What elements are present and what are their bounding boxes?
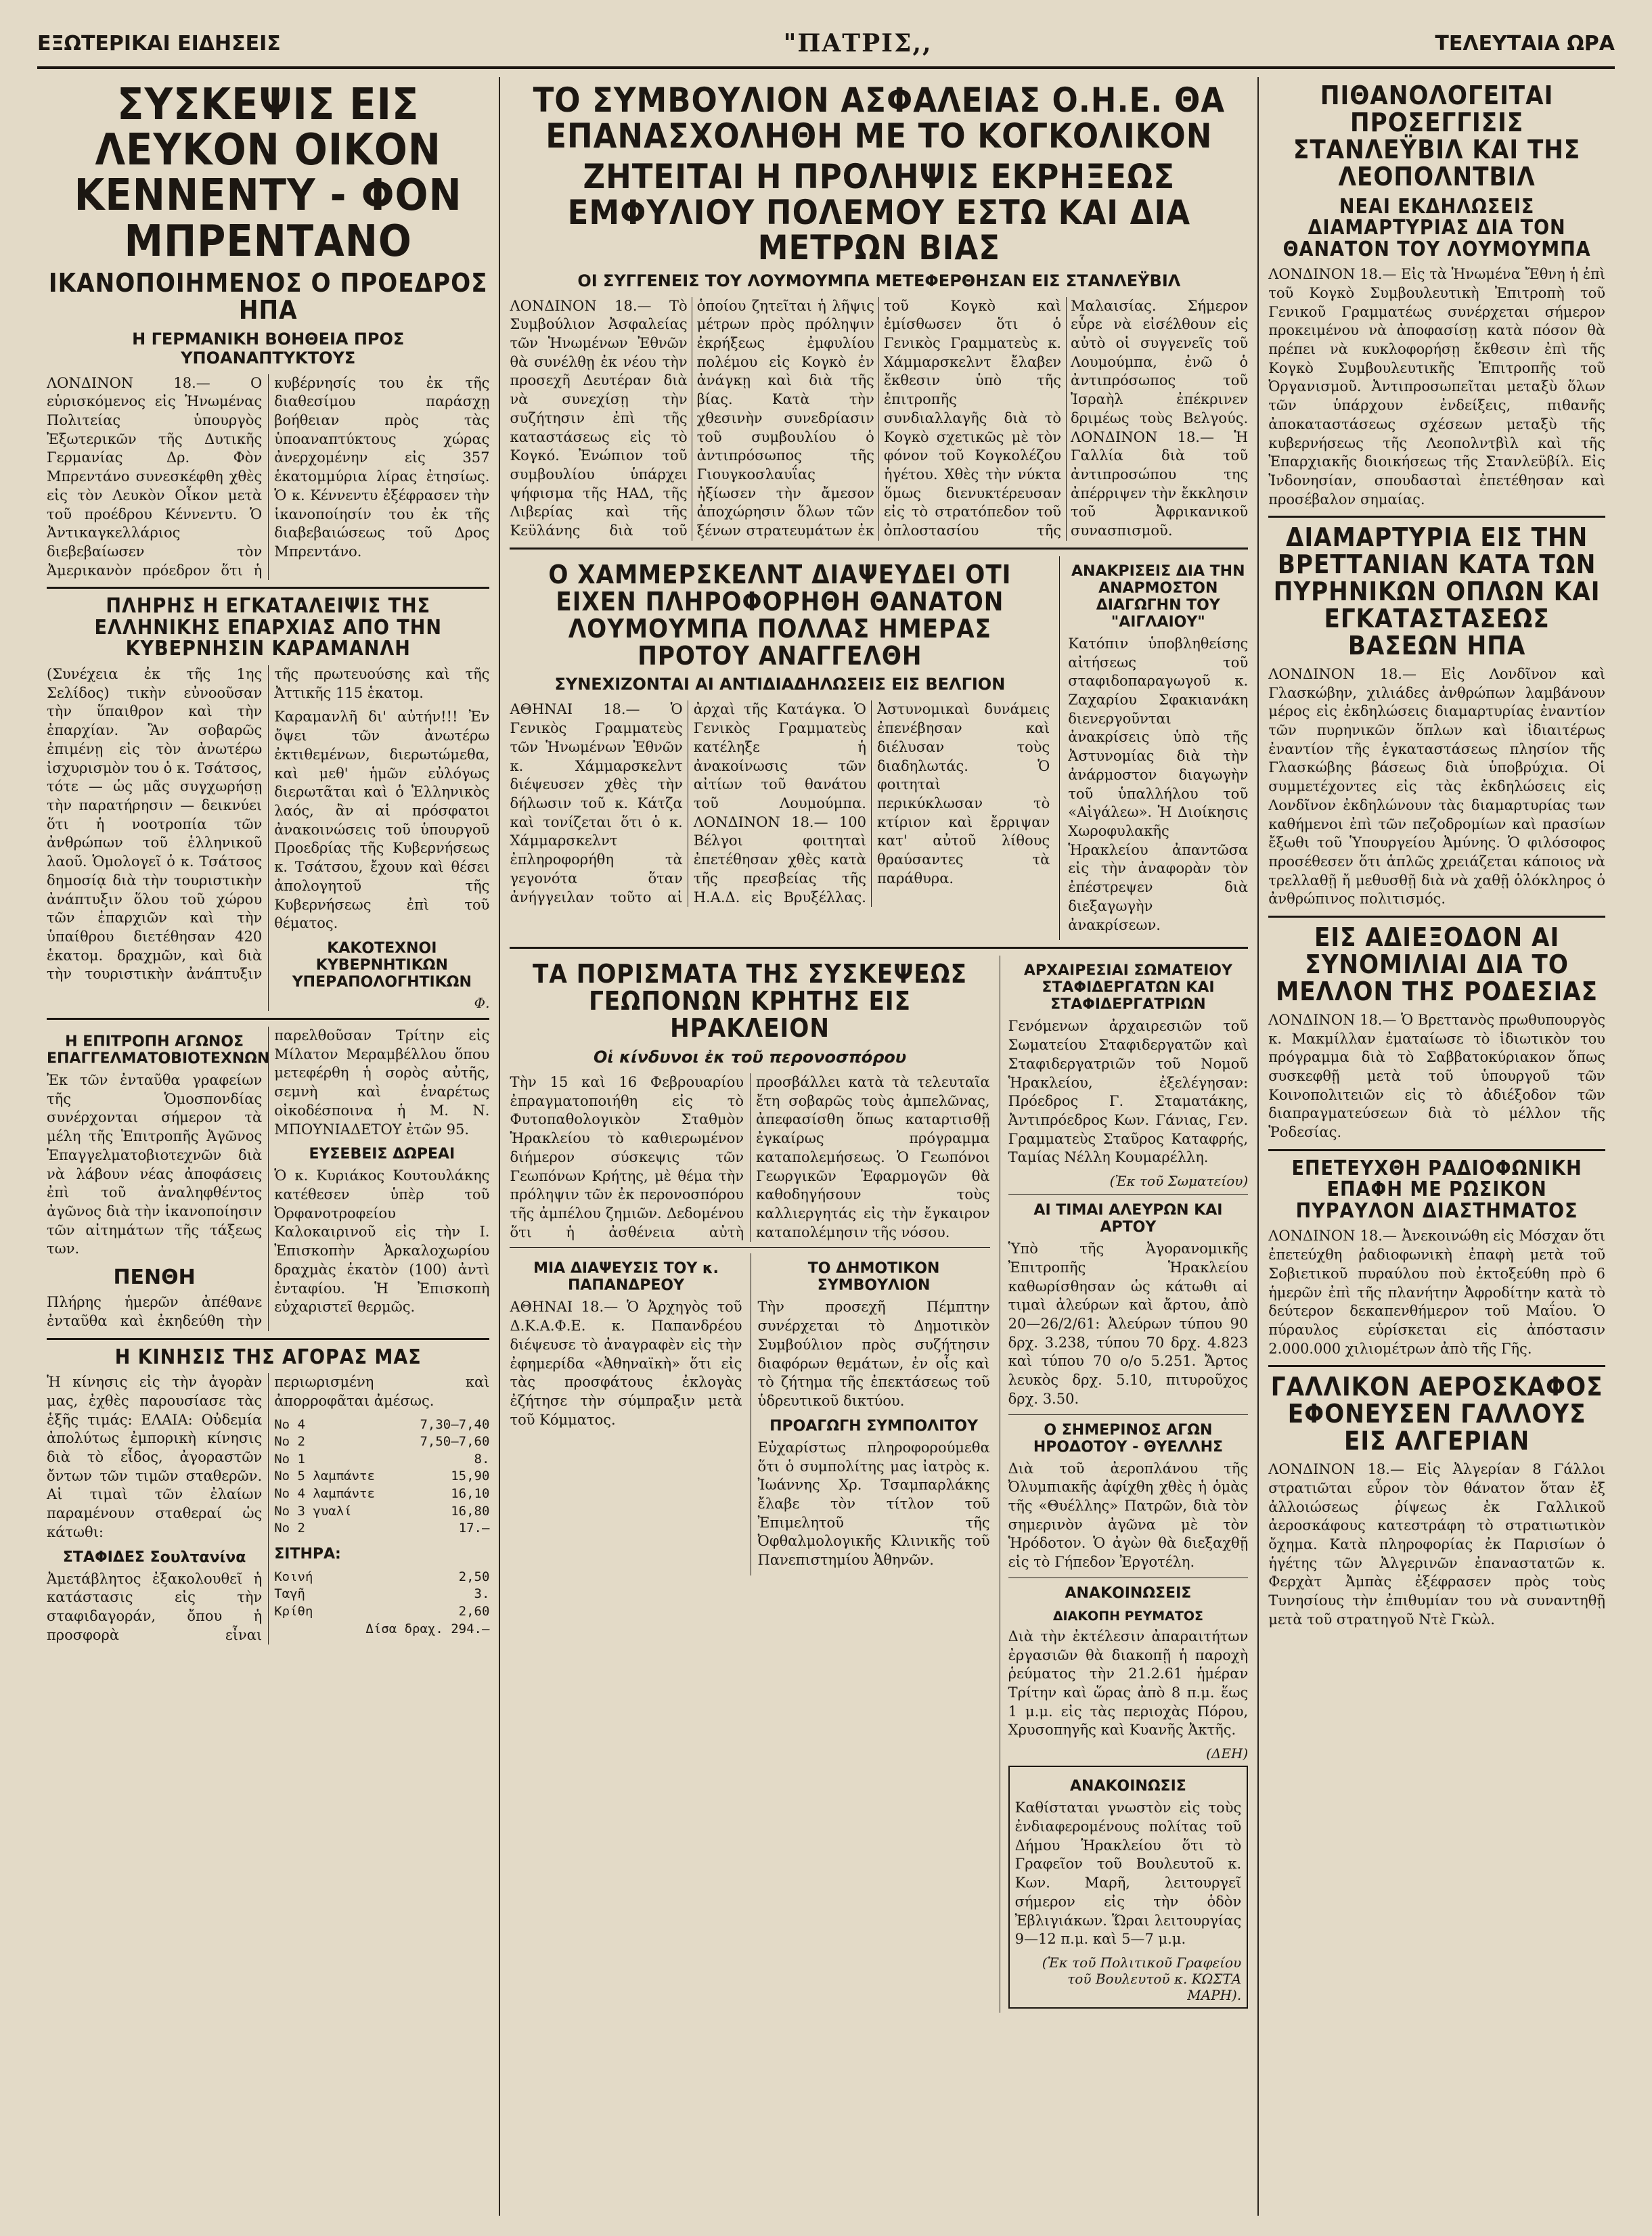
column-center	[500, 77, 1259, 2216]
headline-papandreou-denial: ΜΙΑ ΔΙΑΨΕΥΣΙΣ ΤΟΥ κ. ΠΑΠΑΝΔΡΕΟΥ	[533, 1260, 719, 1295]
price-row: Νο 2 7,50—7,60	[274, 1434, 490, 1450]
article-un-security-council: ΛΟΝΔΙΝΟΝ 18.— Τὸ Συμβούλιον Ἀσφαλείας τῶν Ἡνωμένων Ἐθνῶν θὰ συνέλθῃ ἐκ νέου τὴν προσεχῆ Δευτέραν διὰ νὰ συνεχίσῃ τὴν συζήτησιν ἐπὶ τῆς καταστάσεως εἰς τὸ Κογκό. Ἐνώπιον τοῦ συμβουλίου ὑπάρχει ψήφισμα τῆς ΗΑΔ, τῆς Λιβερίας καὶ τῆς Κεϋλάνης διὰ τοῦ ὁποίου ζητεῖται ἡ λῆψις μέτρων πρὸς πρόληψιν ἐκρήξεως ἐμφυλίου πολέμου εἰς Κογκὸ ἐν ἀνάγκῃ καὶ διὰ τῆς βίας. Κατὰ τὴν χθεσινὴν συνεδρίασιν τοῦ συμβουλίου ὁ ἀντιπρόσωπος τῆς Γιουγκοσλαυΐας ἠξίωσεν τὴν ἄμεσον ἀποχώρησιν ὅλων τῶν ξένων στρατευμάτων ἐκ τοῦ Κογκὸ καὶ ἐμίσθωσεν ὅτι ὁ Γενικὸς Γραμματεὺς κ. Χάμμαρσκελντ ἔλαβεν ἔκθεσιν ὑπὸ τῆς ἐπιτροπῆς συνδιαλλαγῆς διὰ τὸ Κογκὸ σχετικῶς μὲ τὸν φόνον τοῦ Κογκολέζου ἡγέτου. Χθὲς τὴν νύκτα ὅμως διενυκτέρευσαν εἰς τὸ στρατόπεδον τοῦ ὀπλοστασίου τῆς Μαλαισίας. Σήμερον εὗρε νὰ εἰσέλθουν εἰς αὐτὸ οἱ συγγενεῖς τοῦ Λουμούμπα, ἐνῶ ὁ ἀντιπρόσωπος τοῦ Ἰσραὴλ ἐπέκρινεν δριμέως τοὺς Βελγούς. ΛΟΝΔΙΝΟΝ 18.— Ἡ Γαλλία διὰ τοῦ ἀντιπροσώπου της ἀπέρριψεν τὴν ἔκκλησιν τοῦ Ἀφρικανικοῦ συνασπισμοῦ.	[510, 297, 1249, 539]
headline-struggle-committee: Η ΕΠΙΤΡΟΠΗ ΑΓΩΝΟΣ ΕΠΑΓΓΕΛΜΑΤΟΒΙΟΤΕΧΝΩΝ	[47, 1033, 270, 1067]
article-province-text: (Συνέχεια ἐκ τῆς 1ης Σελίδος) τικὴν εὐνοοῦσαν τὴν ὕπαιθρον καὶ τὴν ἐπαρχίαν. Ἂν σοβαρῶς ἐπιμένῃ εἰς τὸν ἀνωτέρω ἰσχυρισμὸν του ὁ κ. Τσάτσος, τότε — ὡς μᾶς συγχωρήσῃ τὴν παρατήρησιν — δεικνύει ὅτι ἡ νοοτροπία τῶν ἀνθρώπων τοῦ ἑλληνικοῦ λαοῦ. Ὁμολογεῖ ὁ κ. Τσάτσος δημοσίᾳ διὰ τὴν τουριστικὴν ἀνάπτυξιν ὅλου τοῦ χώρου τῶν ἐπαρχιῶν καὶ τὴν ὑπαίθρου διετέθησαν 420 ἑκατομ. δραχμῶν, καὶ διὰ τὴν τουριστικὴν ἀνάπτυξιν τῆς πρωτευούσης καὶ τῆς Ἀττικῆς 115 ἑκατομ.	[47, 665, 490, 983]
price-row: Νο 4 7,30—7,40	[274, 1416, 490, 1432]
article-market-raisins: Ἀμετάβλητος ἐξακολουθεῖ ἡ κατάστασις εἰς τὴν σταφιδαγοράν, ὄπου ἡ προσφορὰ εἶναι περιωρισμένη καὶ ἀπορροφᾶται ἀμέσως.	[47, 1374, 490, 1643]
article-announcement: Καθίσταται γνωστὸν εἰς τοὺς ἐνδιαφερομένους πολίτας τοῦ Δήμου Ἡρακλείου ὅτι τὸ Γραφεῖον τοῦ Βουλευτοῦ κ. Κων. Μαρῆ, λειτουργεῖ σήμερον εἰς τὴν ὁδὸν Ἐβλιγιάκων. Ὥραι λειτουργίας 9—12 π.μ. καὶ 5—7 μ.μ.	[1014, 1799, 1242, 1948]
center-middle-band	[510, 556, 1248, 941]
deck-german-aid: Η ΓΕΡΜΑΝΙΚΗ ΒΟΗΘΕΙΑ ΠΡΟΣ ΥΠΟΑΝΑΠΤΥΚΤΟΥΣ	[132, 329, 405, 367]
article-rhodesia: ΛΟΝΔΙΝΟΝ 18.— Ὁ Βρεττανὸς πρωθυπουργὸς κ. Μακμίλλαν ἐματαίωσε τὸ ἰδιωτικὸν του πρόγραμμα διὰ τὸ Σαββατοκύριακον ὅπως συσκεφθῇ μετὰ τοῦ ὑπουργοῦ τῶν Κοινοπολιτειῶν εἰς τὸ ἀδιέξοδον τῶν διαπραγματεύσεων διὰ τὸ μέλλον τῆς Ῥοδεσίας.	[1268, 1011, 1605, 1141]
headline-municipal-council: ΤΟ ΔΗΜΟΤΙΚΟΝ ΣΥΜΒΟΥΛΙΟΝ	[807, 1260, 940, 1295]
hammarskjold-block	[510, 556, 1050, 941]
headline-announcements: ΑΝΑΚΟΙΝΩΣΕΙΣ	[1065, 1584, 1192, 1602]
article-power-cut: Διὰ τὴν ἐκτέλεσιν ἀπαραιτήτων ἐργασιῶν θὰ διακοπῇ ἡ παροχὴ ῥεύματος τὴν 21.2.61 ἡμέραν Τρίτην καὶ ὥρας ἀπὸ 8 π.μ. ἕως 1 μ.μ. εἰς τὰς περιοχὰς Πόρου, Χρυσοπηγῆς καὶ Κυανῆς Ἀκτῆς.	[1008, 1628, 1249, 1739]
headline-algeria-aircraft: ΓΑΛΛΙΚΟΝ ΑΕΡΟΣΚΑΦΟΣ ΕΦΟΝΕΥΣΕΝ ΓΑΛΛΟΥΣ ΕΙΣ ΑΛΓΕΡΙΑΝ	[1270, 1372, 1603, 1456]
signature-dei: (ΔΕΗ)	[1206, 1745, 1249, 1762]
agronomists-block	[510, 956, 989, 2013]
headline-promotion: ΠΡΟΑΓΩΓΗ ΣΥΜΠΟΛΙΤΟΥ	[769, 1417, 979, 1435]
article-radio-contact: ΛΟΝΔΙΝΟΝ 18.— Ἀνεκοινώθη εἰς Μόσχαν ὅτι ἐπετεύχθη ῥαδιοφωνικὴ ἐπαφὴ μετὰ τοῦ Σοβιετικοῦ πυραύλου ποὺ ἐκτοξεύθη πρὸ 6 ἡμερῶν ἐπὶ τῆς πλανήτην Ἀφροδίτην κατὰ τὸ δεύτερον δεκαπενθήμερον τοῦ Μαΐου. Ὁ πύραυλος εὑρίσκεται εἰς ἀπόστασιν 2.000.000 χιλιομέτρων ἀπὸ τῆς Γῆς.	[1268, 1228, 1605, 1357]
investigations-block	[1059, 556, 1248, 941]
subhead-civil-war-prevention: ΖΗΤΕΙΤΑΙ Η ΠΡΟΛΗΨΙΣ ΕΚΡΗΞΕΩΣ ΕΜΦΥΛΙΟΥ ΠΟΛΕΜΟΥ ΕΣΤΩ ΚΑΙ ΔΙΑ ΜΕΤΡΩΝ ΒΙΑΣ	[567, 157, 1191, 267]
article-signature: Φ.	[474, 995, 490, 1011]
headline-agronomists-meeting: ΤΑ ΠΟΡΙΣΜΑΤΑ ΤΗΣ ΣΥΣΚΕΨΕΩΣ ΓΕΩΠΟΝΩΝ ΚΡΗΤΗΣ ΕΙΣ ΗΡΑΚΛΕΙΟΝ	[533, 959, 968, 1044]
article-elections-union: Γενόμενων ἀρχαιρεσιῶν τοῦ Σωματείου Σταφιδεργατῶν καὶ Σταφιδεργατριῶν τοῦ Νομοῦ Ἡρακλείου, ἐξελέγησαν: Πρόεδρος Γ. Σταματάκης, Ἀντιπρόεδρος Κων. Γάνιας, Γεν. Γραμματεὺς Σταῦρος Καταφρής, Ταμίας Νέλλη Κουμαρέλλη.	[1008, 1018, 1249, 1166]
papandreou-block	[510, 1253, 742, 1575]
grain-heading: ΣΙΤΗΡΑ:	[274, 1546, 341, 1563]
article-market-olive: Ἡ κίνησις εἰς τὴν ἀγορὰν μας, ἐχθὲς παρουσίασε τὰς ἑξῆς τιμάς: ΕΛΑΙΑ: Οὐδεμία ἀπολύτως ἐμπορικὴ κίνησις διὰ τὸ εἶδος, ἀγοραστῶν ὄντων τῶν τιμῶν σταθερῶν. Αἱ τιμαὶ τῶν ἐλαίων παραμένουν σταθεραί ὡς κάτωθι:	[47, 1374, 263, 1540]
signature-union: (Ἐκ τοῦ Σωματείου)	[1109, 1173, 1249, 1190]
right-small-block	[1000, 956, 1249, 2013]
short-items-block	[47, 1027, 489, 1331]
subhead-raisins: ΣΤΑΦΙΔΕΣ Σουλτανίνα	[62, 1548, 246, 1566]
price-total: Δίσα δραχ. 294.—	[365, 1621, 490, 1636]
price-row: Νο 1 8.	[274, 1451, 490, 1467]
article-investigations: Κατόπιν ὑποβληθείσης αἰτήσεως τοῦ σταφιδοπαραγωγοῦ κ. Ζαχαρίου Σφακιανάκη διενεργοῦνται ἀνακρίσεις ὑπὸ τῆς Ἀστυνομίας διὰ τὴν ἀνάρμοστον διαγωγὴν τοῦ ὑπαλλήλου τοῦ «Αἰγάλεω». Ἡ Διοίκησις Χωροφυλακῆς Ἡρακλείου ἀπαντῶσα εἰς τὴν ἀναφορὰν τὸν ἐπέστρεψεν διὰ διεξαγωγὴν ἀνακρίσεων.	[1068, 635, 1249, 933]
headline-bereavements: ΠΕΝΘΗ	[113, 1266, 196, 1290]
article-agronomists: Τὴν 15 καὶ 16 Φεβρουαρίου ἐπραγματοποιήθη εἰς τὸ Φυτοπαθολογικὸν Σταθμὸν Ἡρακλείου τὸ καθιερωμένον διήμερον σύσκεψις τῶν Γεωπόνων Κρήτης, μὲ θέμα τὴν πρόληψιν τῶν ἐκ περονοσπόρου τῆς ἀμπέλου ζημιῶν. Δεδομένου ὅτι ἡ ἀσθένεια αὐτὴ προσβάλλει κατὰ τὰ τελευταῖα ἔτη σοβαρῶς τοὺς ἀμπελῶνας, ἀπεφασίσθη ὅπως καταρτισθῇ ἐγκαίρως πρόγραμμα καταπολεμήσεως. Ὁ Γεωπόνοι Γεωργικῶν Ἐφαρμογῶν θὰ καθοδηγήσουν τοὺς καλλιεργητάς εἰς τὴν ἔγκαιρον καταπολέμησιν τῆς νόσου.	[510, 1074, 990, 1240]
article-bereavements: Πλήρης ἡμερῶν ἀπέθανε ἐνταῦθα καὶ ἐκηδεύθη τὴν παρελθοῦσαν Τρίτην εἰς Μίλατον Μεραμβέλλου ὅπου μετεφέρθη ἡ σορὸς αὐτῆς, σεμνὴ καὶ ἐναρέτως οἰκοδέσποινα ἡ Μ. Ν. ΜΠΟΥΝΙΑΔΕΤΟΥ ἐτῶν 95.	[47, 1027, 490, 1329]
headline-market-activity: Η ΚΙΝΗΣΙΣ ΤΗΣ ΑΓΟΡΑΣ ΜΑΣ	[114, 1345, 422, 1369]
running-header	[37, 27, 1615, 69]
headline-announcement: ΑΝΑΚΟΙΝΩΣΙΣ	[1070, 1778, 1186, 1795]
page-columns	[37, 77, 1615, 2216]
headline-kennedy-brentano: ΣΥΣΚΕΨΙΣ ΕΙΣ ΛΕΥΚΟΝ ΟΙΚΟΝ ΚΕΝΝΕΝΤΥ - ΦΟΝ ΜΠΡΕΝΤΑΝΟ	[74, 80, 462, 267]
article-algeria: ΛΟΝΔΙΝΟΝ 18.— Εἰς Ἀλγερίαν 8 Γάλλοι στρατιῶται εὗρον τὸν θάνατον ὅταν ἐξ ἀλλοιώσεως ῥίψεως ἐκ Γαλλικοῦ ἀεροσκάφους κατεστράφη τὸ στρατιωτικὸν ὄχημα. Κατὰ πληροφορίας ἐκ Παρισίων ὁ ἡγέτης τῶν Ἀλγερινῶν ἐπαναστατῶν κ. Φερχὰτ Ἀμπὰς ἐξέφρασεν πρὸς τοὺς Τυνησίους τὴν ἐπιθυμίαν του νὰ συναντηθῇ μετὰ τοῦ στρατηγοῦ Ντὲ Γκὼλ.	[1268, 1461, 1605, 1628]
council-block	[751, 1253, 990, 1575]
subhead-government-apologists: ΚΑΚΟΤΕΧΝΟΙ ΚΥΒΕΡΝΗΤΙΚΩΝ ΥΠΕΡΑΠΟΛΟΓΗΤΙΚΩΝ	[292, 940, 472, 991]
headline-rapprochement: ΠΙΘΑΝΟΛΟΓΕΙΤΑΙ ΠΡΟΣΕΓΓΙΣΙΣ ΣΤΑΝΛΕΫΒΙΛ ΚΑΙ ΤΗΣ ΛΕΟΠΟΛΝΤΒΙΛ	[1293, 81, 1581, 192]
section-label-left: ΕΞΩΤΕΡΙΚΑΙ ΕΙΔΗΣΕΙΣ	[37, 31, 281, 55]
article-kennedy-brentano: ΛΟΝΔΙΝΟΝ 18.— Ο εὑρισκόμενος εἰς Ἡνωμένας Πολιτείας ὑπουργὸς Ἐξωτερικῶν τῆς Δυτικῆς Γερμανίας Δρ. Φὸν Μπρεντάνο συνεσκέφθη χθὲς εἰς τὸν Λευκὸν Οἶκον μετὰ τοῦ προέδρου Κέννεντυ. Ὁ Ἀντικαγκελλάριος διεβεβαίωσεν τὸν Ἀμερικανὸν πρόεδρον ὅτι ἡ κυβέρνησίς του ἐκ τῆς διαθεσίμου παράσχῃ βοήθειαν πρὸς τὰς ὑποαναπτύκτους χώρας ἀνερχομένην εἰς 357 ἑκατομμύρια λίρας ἐτησίως. Ὁ κ. Κέννεντυ ἐξέφρασεν τὴν ἱκανοποίησίν του ἐκ τῆς διαβεβαιώσεως τοῦ Δρος Μπρεντάνο.	[47, 374, 490, 579]
headline-match: Ο ΣΗΜΕΡΙΝΟΣ ΑΓΩΝ ΗΡΟΔΟΤΟΥ - ΘΥΕΛΛΗΣ	[1033, 1421, 1224, 1456]
deck-lumumba-relatives: ΟΙ ΣΥΓΓΕΝΕΙΣ ΤΟΥ ΛΟΥΜΟΥΜΠΑ ΜΕΤΕΦΕΡΘΗΣΑΝ ΕΙΣ ΣΤΑΝΛΕΫΒΙΛ	[577, 271, 1181, 290]
signature-office: (Ἐκ τοῦ Πολιτικοῦ Γραφείου τοῦ Βουλευτοῦ κ. ΚΩΣΤΑ ΜΑΡΗ).	[1042, 1954, 1242, 2003]
deck-belgium-demonstrations: ΣΥΝΕΧΙΖΟΝΤΑΙ ΑΙ ΑΝΤΙΔΙΑΔΗΛΩΣΕΙΣ ΕΙΣ ΒΕΛΓΙΟΝ	[554, 675, 1006, 694]
article-rapprochement: ΛΟΝΔΙΝΟΝ 18.— Εἰς τὰ Ἡνωμένα Ἔθνη ἡ ἐπὶ τοῦ Κογκὸ Συμβουλευτικὴ Ἐπιτροπὴ τοῦ Γενικοῦ Γραμματέως συνέρχεται σήμερον προκειμένου νὰ ἀποφασίσῃ κατὰ πόσον θὰ πρέπει νὰ κυκλοφορήσῃ ἔκθεσιν ἐπὶ τῆς Κογκὸ Συμβουλευτικῆς Ἐπιτροπῆς τοῦ Ὀργανισμοῦ. Ἀντιπροσωπεῖται μεταξὺ ὅλων τῶν ὑπάρχουν ἐνδείξεις, πιθανῆς ἀποκαταστάσεως σχέσεων μεταξὺ τῆς κυβερνήσεως τῆς Λεοπολντβὶλ καὶ τῆς Ἐπαρχιακῆς διοικήσεως τῆς Στανλεϋβίλ. Εἰς Ἰνδονησίαν, σπουδασταὶ ἐπετέθησαν καὶ προσέβαλον σημαίας.	[1268, 266, 1605, 508]
article-province-text-2: Καραμανλῆ δι' αὐτήν!!! Ἐν ὄψει τῶν ἀνωτέρω ἐκτιθεμένων, διερωτώμεθα, καὶ μεθ' ἡμῶν εὐλόγως διερωτᾶται καὶ ὁ Ἑλληνικὸς λαός, ἂν αἱ πρόσφατοι ἀνακοινώσεις τοῦ ὑπουργοῦ Προεδρίας τῆς Κυβερνήσεως κ. Τσάτσου, ἔχουν καὶ θέσει ἀπολογητοῦ τῆς Κυβερνήσεως ἐπὶ τοῦ θέματος.	[274, 709, 490, 932]
market-body	[47, 1373, 489, 1645]
price-row: Νο 4 λαμπάντε 16,10	[274, 1486, 490, 1502]
price-row: Κοινή 2,50	[274, 1569, 490, 1584]
article-municipal-council: Τὴν προσεχῆ Πέμπτην συνέρχεται τὸ Δημοτικὸν Συμβούλιον πρὸς συζήτησιν διαφόρων θεμάτων, ἐν οἷς καὶ τὸ ζήτημα τῆς ἐπεκτάσεως τοῦ ὑδρευτικοῦ δικτύου.	[757, 1299, 990, 1410]
article-flour-prices: Ὑπὸ τῆς Ἀγορανομικῆς Ἐπιτροπῆς Ἡρακλείου καθωρίσθησαν ὡς κάτωθι αἱ τιμαὶ ἀλεύρων καὶ ἄρτου, ἀπὸ 20—26/2/61: Ἀλεύρων τύπου 90 δρχ. 3.238, τύπου 70 δρχ. 4.823 καὶ τύπου 70 ο/ο 5.251. Ἄρτος λευκὸς δρχ. 5.10, πιτυροῦχος δρχ. 3.50.	[1008, 1240, 1249, 1407]
article-province-body	[47, 665, 489, 1011]
column-left	[37, 77, 500, 2216]
price-row: Νο 5 λαμπάντε 15,90	[274, 1469, 490, 1484]
announcement-box	[1008, 1766, 1249, 2009]
article-promotion: Εὐχαρίστως πληροφορούμεθα ὅτι ὁ συμπολίτης μας ἰατρὸς κ. Ἰωάννης Χρ. Τσαμπαρλάκης ἔλαβε τὸν τίτλον τοῦ Ἐπιμελητοῦ τῆς Ὀφθαλμολογικῆς Κλινικῆς τοῦ Πανεπιστημίου Ἀθηνῶν.	[757, 1439, 990, 1569]
headline-donations: ΕΥΣΕΒΕΙΣ ΔΩΡΕΑΙ	[309, 1146, 455, 1163]
small-items-row	[510, 1253, 989, 1575]
price-row: Ταγῆ 3.	[274, 1586, 490, 1602]
price-row: Νο 3 γυαλί 16,80	[274, 1503, 490, 1519]
subhead-president-satisfied: ΙΚΑΝΟΠΟΙΗΜΕΝΟΣ Ο ΠΡΟΕΔΡΟΣ ΗΠΑ	[48, 267, 488, 325]
article-papandreou: ΑΘΗΝΑΙ 18.— Ὁ Ἀρχηγὸς τοῦ Δ.Κ.Α.Φ.Ε. κ. Παπανδρέου διέψευσε τὸ ἀναγραφὲν εἰς τὴν ἐφημερίδα «Ἀθηναϊκὴ» ὅτι εἰς τὰς προσφάτους ἐκλογὰς ἐζήτησε τὴν σύμπραξιν μετὰ τοῦ Κόμματος.	[510, 1299, 742, 1428]
column-right	[1259, 77, 1615, 2216]
article-donations: Ὁ κ. Κυριάκος Κουτουλάκης κατέθεσεν ὑπὲρ τοῦ Ὀρφανοτροφείου Καλοκαιρινοῦ εἰς τὴν Ι. Ἐπισκοπὴν Ἀρκαλοχωρίου δραχμὰς ἑκατὸν (100) ἀντὶ ἐνταφίου. Ἡ Ἐπισκοπὴ εὐχαριστεῖ θερμῶς.	[274, 1167, 490, 1316]
headline-flour-prices: ΑΙ ΤΙΜΑΙ ΑΛΕΥΡΩΝ ΚΑΙ ΑΡΤΟΥ	[1033, 1202, 1223, 1236]
price-row: Νο 2 17.—	[274, 1521, 490, 1536]
headline-britain-protest: ΔΙΑΜΑΡΤΥΡΙΑ ΕΙΣ ΤΗΝ ΒΡΕΤΤΑΝΙΑΝ ΚΑΤΑ ΤΩΝ ΠΥΡΗΝΙΚΩΝ ΟΠΛΩΝ ΚΑΙ ΕΓΚΑΤΑΣΤΑΣΕΩΣ ΒΑΣΕΩΝ ΗΠΑ	[1273, 522, 1601, 661]
headline-rhodesia-deadlock: ΕΙΣ ΑΔΙΕΞΟΔΟΝ ΑΙ ΣΥΝΟΜΙΛΙΑΙ ΔΙΑ ΤΟ ΜΕΛΛΟΝ ΤΗΣ ΡΟΔΕΣΙΑΣ	[1276, 922, 1599, 1006]
headline-hammarskjold-denies: Ο ΧΑΜΜΕΡΣΚΕΛΝΤ ΔΙΑΨΕΥΔΕΙ ΟΤΙ ΕΙΧΕΝ ΠΛΗΡΟΦΟΡΗΘΗ ΘΑΝΑΤΟΝ ΛΟΥΜΟΥΜΠΑ ΠΟΛΛΑΣ ΗΜΕΡΑΣ ΠΡΟΤΟΥ ΑΝΑΓΓΕΛΘΗ	[548, 559, 1012, 671]
article-struggle-committee: Ἐκ τῶν ἐνταῦθα γραφείων τῆς Ὁμοσπονδίας συνέρχονται σήμερον τὰ μέλη τῆς Ἐπιτροπῆς Ἀγῶνος Ἐπαγγελματοβιοτεχνῶν διὰ νὰ λάβουν νέας ἀποφάσεις ἐπὶ τοῦ ἀναληφθέντος ἀγῶνος διὰ τὴν ἱκανοποίησιν τῶν αἰτημάτων τῆς τάξεως των.	[47, 1072, 263, 1257]
subhead-new-protests: ΝΕΑΙ ΕΚΔΗΛΩΣΕΙΣ ΔΙΑΜΑΡΤΥΡΙΑΣ ΔΙΑ ΤΟΝ ΘΑΝΑΤΟΝ ΤΟΥ ΛΟΥΜΟΥΜΠΑ	[1282, 194, 1591, 261]
masthead-title: "ΠΑΤΡΙΣ,,	[783, 29, 933, 58]
headline-elections-union: ΑΡΧΑΙΡΕΣΙΑΙ ΣΩΜΑΤΕΙΟΥ ΣΤΑΦΙΔΕΡΓΑΤΩΝ ΚΑΙ ΣΤΑΦΙΔΕΡΓΑΤΡΙΩΝ	[1023, 962, 1232, 1014]
article-britain-protest: ΛΟΝΔΙΝΟΝ 18.— Εἰς Λονδῖνον καὶ Γλασκώβην, χιλιάδες ἀνθρώπων λαμβάνουν μέρος εἰς ἐκδηλώσεις διαμαρτυρίας ἐναντίον τῶν πυρηνικῶν ὅπλων καὶ ἰδιαιτέρως ἐναντίον τῆς ἐγκαταστάσεως πλησίον τῆς Γλασκώβης βάσεως διὰ ὑποβρύχια. Οἱ συμμετέχοντες εἰς τὰς ἐκδηλώσεις εἰς Λονδῖνον ἐκδηλώνουν τὰς διαμαρτυρίας των καθήμενοι ἐπὶ τῶν πεζοδρομίων καὶ πρασίων ἔξωθι τοῦ Ὑπουργείου Ἀμύνης. Ὁ φιλόσοφος προσέθεσεν ὅτι ἁπλῶς χρειάζεται κάποιος νὰ τρελλαθῇ ἤ μεθυσθῇ διὰ νὰ χαθῇ ὁλόκληρος ὁ ἀνθρώπινος πολιτισμός.	[1268, 665, 1605, 908]
deck-peronospora: Οἱ κίνδυνοι ἐκ τοῦ περονοσπόρου	[593, 1048, 907, 1067]
center-lower-band	[510, 956, 1248, 2013]
article-hammarskjold: ΑΘΗΝΑΙ 18.— Ὁ Γενικὸς Γραμματεὺς τῶν Ἡνωμένων Ἐθνῶν κ. Χάμμαρσκελντ διέψευσεν χθὲς τὴν δήλωσιν τοῦ κ. Κάτζα καὶ τονίζεται ὅτι ὁ κ. Χάμμαρσκελντ ἐπληροφορήθη τὰ γεγονότα ὅταν ἀνήγγειλαν τοῦτο αἱ ἀρχαὶ τῆς Κατάγκα. Ὁ Γενικὸς Γραμματεὺς κατέληξε ἡ ἀνακοίνωσις τῶν αἰτίων τοῦ θανάτου τοῦ Λουμούμπα. ΛΟΝΔΙΝΟΝ 18.— 100 Βέλγοι φοιτηταὶ ἐπετέθησαν χθὲς κατὰ τῆς πρεσβείας τῆς Η.Α.Δ. εἰς Βρυξέλλας. Ἀστυνομικαὶ δυνάμεις ἐπενέβησαν καὶ διέλυσαν τοὺς διαδηλωτάς. Ὁ φοιτηταὶ περικύκλωσαν τὸ κτίριον καὶ ἔρριψαν κατ' αὐτοῦ λίθους θραύσαντες τὰ παράθυρα.	[510, 701, 1050, 905]
article-match: Διὰ τοῦ ἀεροπλάνου τῆς Ὀλυμπιακῆς ἀφίχθη χθὲς ἡ ὁμὰς τῆς «Θυέλλης» Πατρῶν, διὰ τὸν σημερινὸν ἀγῶνα μὲ τὸν Ἡρόδοτον. Ὁ ἀγὼν θὰ διεξαχθῇ εἰς τὸ Γήπεδον Ἐργοτέλη.	[1008, 1460, 1249, 1571]
headline-radio-contact: ΕΠΕΤΕΥΧΘΗ ΡΑΔΙΟΦΩΝΙΚΗ ΕΠΑΦΗ ΜΕ ΡΩΣΙΚΟΝ ΠΥΡΑΥΛΟΝ ΔΙΑΣΤΗΜΑΤΟΣ	[1291, 1156, 1582, 1223]
price-row: Κρίθη 2,60	[274, 1604, 490, 1619]
price-list	[274, 1416, 489, 1638]
headline-un-security-council: ΤΟ ΣΥΜΒΟΥΛΙΟΝ ΑΣΦΑΛΕΙΑΣ Ο.Η.Ε. ΘΑ ΕΠΑΝΑΣΧΟΛΗΘΗ ΜΕ ΤΟ ΚΟΓΚΟΛΙΚΟΝ	[533, 81, 1226, 156]
headline-province-abandoned: ΠΛΗΡΗΣ Η ΕΓΚΑΤΑΛΕΙΨΙΣ ΤΗΣ ΕΛΛΗΝΙΚΗΣ ΕΠΑΡΧΙΑΣ ΑΠΟ ΤΗΝ ΚΥΒΕΡΝΗΣΙΝ ΚΑΡΑΜΑΝΛΗ	[94, 594, 442, 661]
headline-investigations: ΑΝΑΚΡΙΣΕΙΣ ΔΙΑ ΤΗΝ ΑΝΑΡΜΟΣΤΟΝ ΔΙΑΓΩΓΗΝ ΤΟΥ "ΑΙΓΛΑΙΟΥ"	[1071, 562, 1245, 631]
subhead-power-cut: ΔΙΑΚΟΠΗ ΡΕΥΜΑΤΟΣ	[1052, 1608, 1203, 1624]
section-label-right: ΤΕΛΕΥΤΑΙΑ ΩΡΑ	[1435, 31, 1615, 55]
